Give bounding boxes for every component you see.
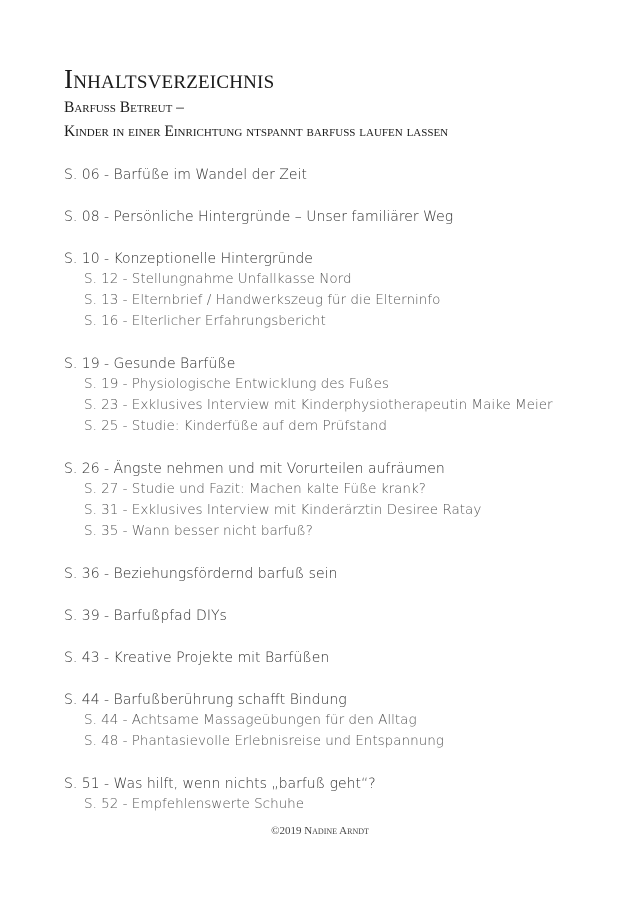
copyright-footer: ©2019 Nadine Arndt	[271, 825, 369, 837]
subtitle-line-2: Kinder in einer Einrichtung ntspannt barfuß laufen lassen	[64, 123, 449, 140]
toc-subentry: S. 23 - Exklusives Interview mit Kinderphysiotherapeutin Maike Meier	[84, 397, 553, 413]
toc-subentry: S. 13 - Elternbrief / Handwerkszeug für die Elterninfo	[84, 292, 441, 308]
toc-entry: S. 39 - Barfußpfad DIYs	[64, 608, 227, 624]
toc-entry: S. 43 - Kreative Projekte mit Barfüßen	[64, 650, 330, 666]
toc-subentry: S. 31 - Exklusives Interview mit Kinderärztin Desiree Ratay	[84, 502, 482, 518]
toc-entry: S. 08 - Persönliche Hintergründe – Unser familiärer Weg	[64, 209, 454, 225]
toc-entry: S. 26 - Ängste nehmen und mit Vorurteilen aufräumen	[64, 461, 445, 477]
toc-subentry: S. 12 - Stellungnahme Unfallkasse Nord	[84, 271, 352, 287]
toc-subentry: S. 48 - Phantasievolle Erlebnisreise und Entspannung	[84, 733, 444, 749]
toc-entry: S. 06 - Barfüße im Wandel der Zeit	[64, 167, 307, 183]
toc-entry: S. 36 - Beziehungsfördernd barfuß sein	[64, 566, 338, 582]
toc-entry: S. 19 - Gesunde Barfüße	[64, 356, 236, 372]
toc-subentry: S. 25 - Studie: Kinderfüße auf dem Prüfstand	[84, 418, 387, 434]
page-title: Inhaltsverzeichnis	[64, 64, 275, 94]
toc-subentry: S. 19 - Physiologische Entwicklung des Fußes	[84, 376, 389, 392]
toc-entry: S. 51 - Was hilft, wenn nichts „barfuß geht“?	[64, 776, 376, 792]
toc-subentry: S. 16 - Elterlicher Erfahrungsbericht	[84, 313, 326, 329]
toc-subentry: S. 52 - Empfehlenswerte Schuhe	[84, 796, 305, 812]
toc-entry: S. 44 - Barfußberührung schafft Bindung	[64, 692, 347, 708]
toc-subentry: S. 27 - Studie und Fazit: Machen kalte Füße krank?	[84, 481, 426, 497]
toc-entry: S. 10 - Konzeptionelle Hintergründe	[64, 251, 313, 267]
toc-subentry: S. 35 - Wann besser nicht barfuß?	[84, 523, 313, 539]
subtitle-line-1: Barfuß Betreut –	[64, 99, 184, 116]
toc-subentry: S. 44 - Achtsame Massageübungen für den Alltag	[84, 712, 417, 728]
